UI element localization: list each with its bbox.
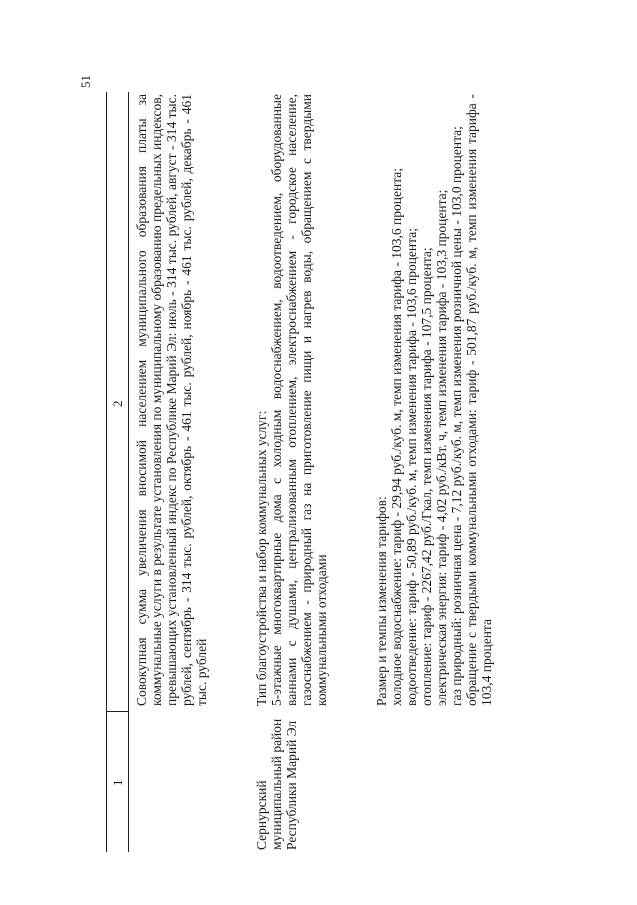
tariff-line: холодное водоснабжение: тариф - 29,94 руб./куб. м, темп изменения тарифа - 103,6 процента; bbox=[389, 167, 404, 706]
tariff-line: электрическая энергия: тариф - 4,02 руб./кВт. ч, темп изменения тарифа - 103,3 процента; bbox=[434, 189, 449, 706]
region-name: Сернурский муниципальный район Республики Марий Эл bbox=[254, 718, 299, 850]
table-top-border bbox=[106, 92, 107, 852]
column-2-header: 2 bbox=[110, 400, 125, 407]
payment-increase-text: Совокупная сумма увеличения вносимой населением муниципального образования платы за коммунальные услуги в результате установления по муниципальному образованию предельных индексов, превышающих установленный индекс по Республике Марий Эл: июль - 314 тыс. рублей, август - 314 тыс. рублей, сентябрь - 314 тыс. рублей, октябрь - 461 тыс. рублей, ноябрь - 461 тыс. рублей, декабрь - 461 тыс. рублей bbox=[134, 93, 209, 706]
amenities-text: 5-этажные многоквартирные дома с холодным водоснабжением, водоотведением, оборудованные ваннами с душами, централизованным отоплением, электроснабжением - городское население, газоснабжением - природный газ на приготовление пищи и нагрев воды, обращением с твердыми коммунальными отходами bbox=[269, 94, 329, 706]
amenities-title: Тип благоустройства и набор коммунальных услуг: bbox=[254, 410, 269, 706]
tariff-line: обращение с твердыми коммунальными отходами: тариф - 501,87 руб./куб. м, темп изменения тарифа - 103,4 процента bbox=[464, 94, 494, 706]
rotated-page bbox=[106, 92, 546, 852]
page-number: 51 bbox=[78, 75, 93, 88]
tariffs-section bbox=[374, 94, 494, 706]
column-divider bbox=[106, 711, 128, 712]
payment-increase-paragraph bbox=[134, 94, 209, 706]
header-bottom-border bbox=[128, 92, 129, 852]
tariff-table bbox=[106, 92, 546, 852]
amenities-paragraph bbox=[254, 94, 329, 706]
tariff-line: газ природный: розничная цена - 7,12 руб./куб. м, темп изменения розничной цены - 103,0 процента; bbox=[449, 126, 464, 706]
column-1-header: 1 bbox=[110, 779, 125, 786]
tariff-line: отопление: тариф - 2267,42 руб./Гкал, темп изменения тарифа - 107,5 процента; bbox=[419, 247, 434, 706]
tariff-line: водоотведение: тариф - 50,89 руб./куб. м, темп изменения тарифа - 103,6 процента; bbox=[404, 228, 419, 706]
tariffs-title: Размер и темпы изменения тарифов: bbox=[374, 496, 389, 706]
